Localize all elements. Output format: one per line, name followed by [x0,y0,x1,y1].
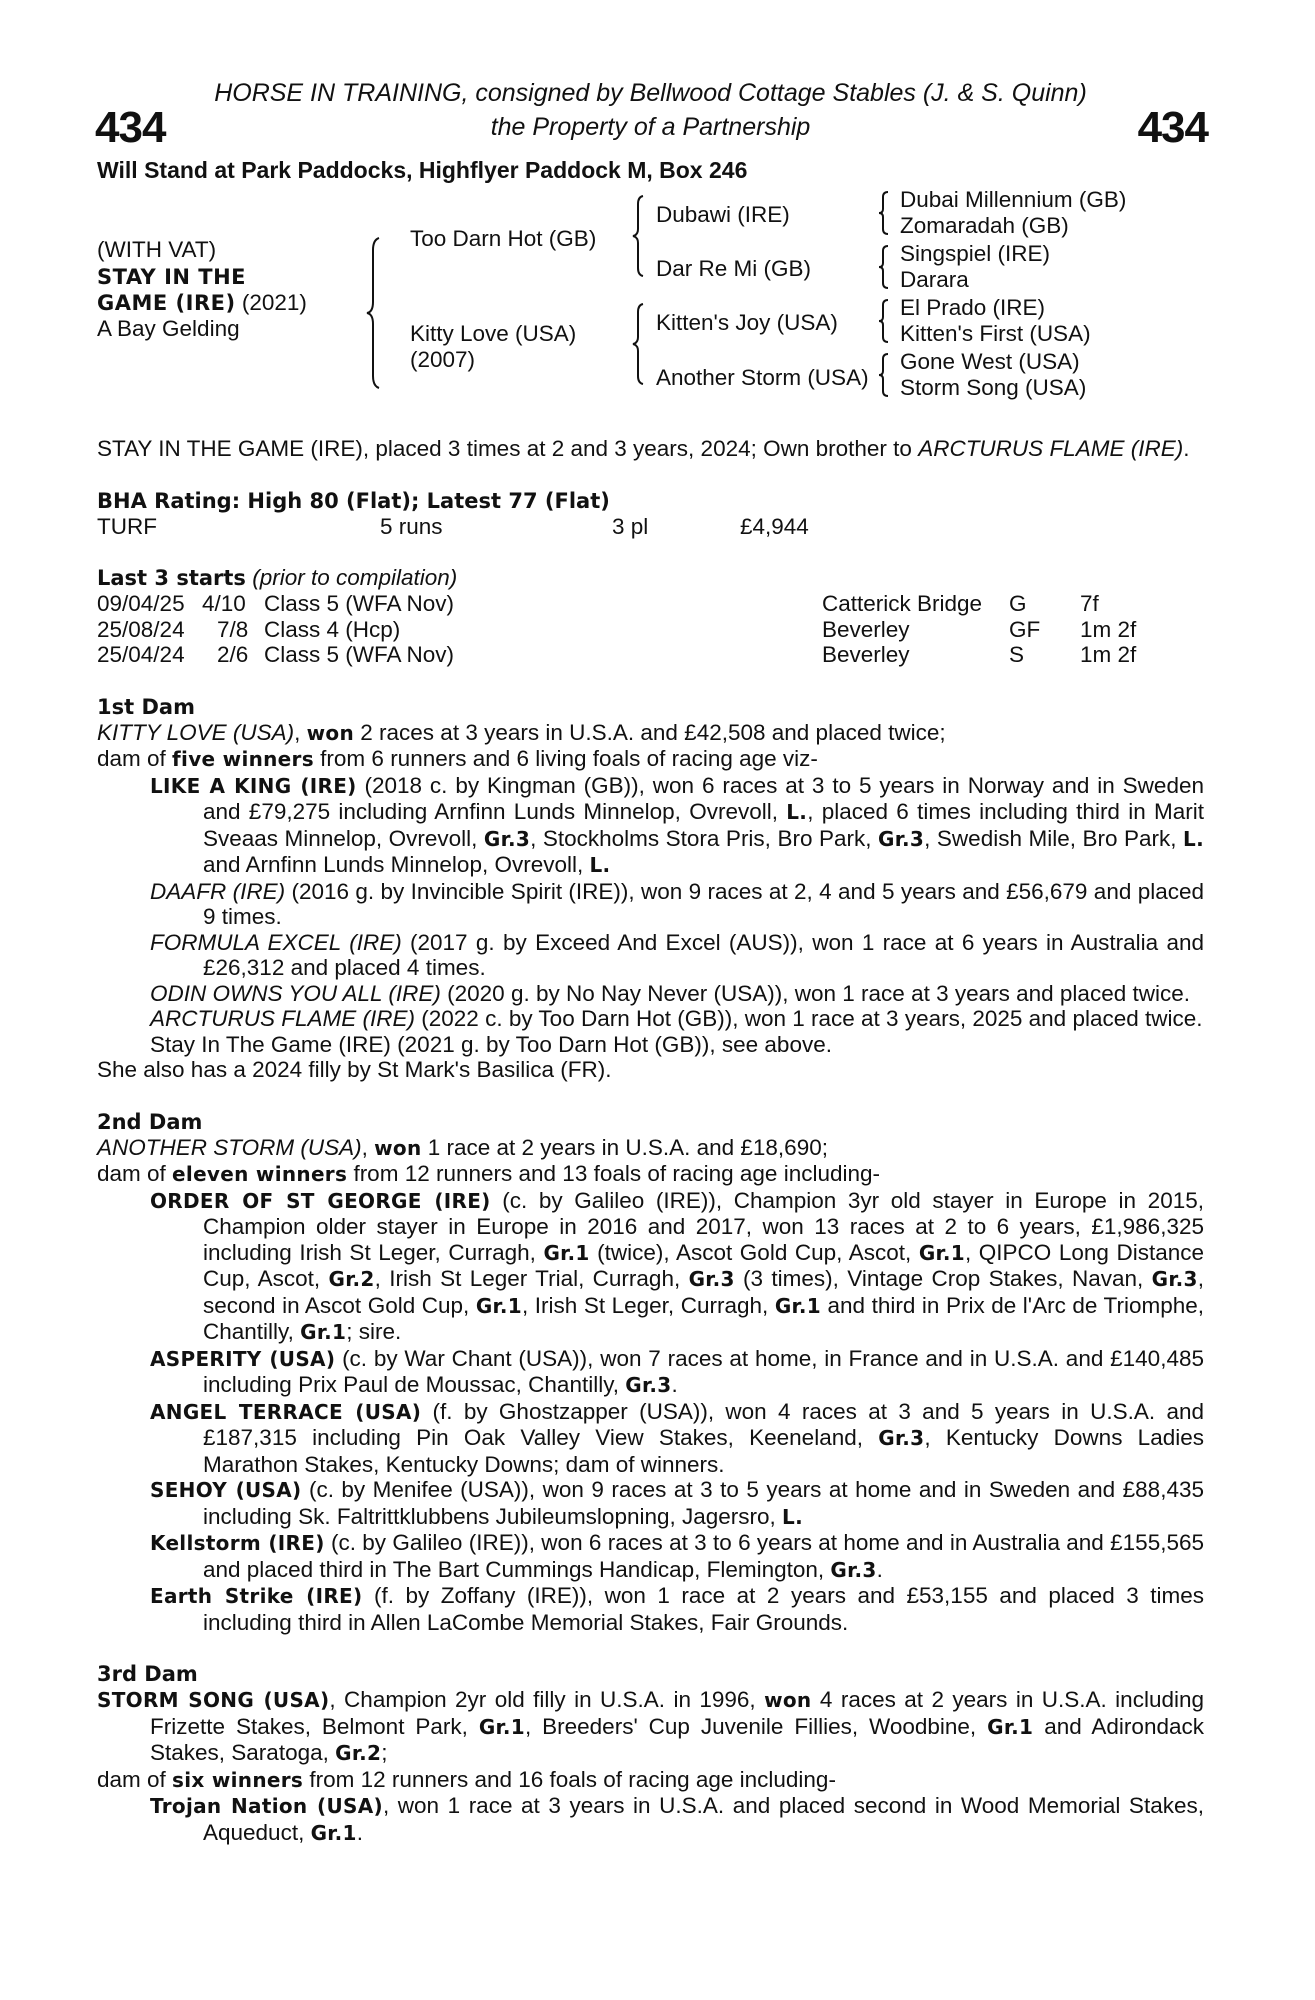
horse-description: A Bay Gelding [97,316,240,341]
first-dam-also: She also has a 2024 filly by St Mark's Basilica (FR). [97,1057,612,1082]
sire-sire: Dubawi (IRE) [656,202,790,227]
second-dam-name: ANOTHER STORM (USA) [97,1134,362,1160]
start-distance: 1m 2f [1080,642,1137,667]
grade: Gr.3 [483,826,531,851]
produce-text: , Swedish Mile, Bro Park, [924,825,1184,851]
produce-text: and Arnfinn Lunds Minnelop, Ovrevoll, [203,852,590,877]
grade: Gr.1 [543,1240,590,1265]
produce-name: DAAFR (IRE) [150,878,286,904]
summary-end: . [1183,436,1190,461]
bha-rating: BHA Rating: High 80 (Flat); Latest 77 (Flat) [97,488,610,513]
produce-name: ODIN OWNS YOU ALL (IRE) [150,980,441,1006]
produce-text: and third in Prix de l'Arc de Triomphe, Chantilly, [203,1292,1204,1344]
third-dam-produce-summary [97,1767,1204,1794]
produce-text: . [671,1372,678,1397]
produce-name: ARCTURUS FLAME (IRE) [150,1006,416,1031]
consignor-line: HORSE IN TRAINING, consigned by Bellwood Cottage Stables (J. & S. Quinn) [214,79,1087,107]
produce-entry [97,879,1204,930]
grade: Gr.1 [478,1714,525,1739]
produce-entry [97,773,1204,879]
surface: TURF [97,513,157,539]
produce-entry [97,1346,1204,1399]
produce-entry [97,1583,1204,1635]
winners-count: six winners [172,1767,304,1792]
lot-number-right: 434 [1137,103,1208,152]
horse-name-line2: GAME (IRE) [97,291,236,315]
grandsire-1: Dubai Millennium (GB) [900,187,1127,212]
first-dam-record: KITTY LOVE (USA), won 2 races at 3 years in U.S.A. and £42,508 and placed twice; [97,719,946,745]
grade: Gr.1 [918,1240,965,1265]
won-label: won [374,1135,422,1160]
produce-entry [97,981,1204,1007]
grade: Gr.3 [878,1426,925,1450]
grade: Gr.3 [625,1373,672,1397]
first-dam-heading: 1st Dam [97,694,195,719]
summary-brother: ARCTURUS FLAME (IRE) [918,436,1184,461]
produce-text: , second in Ascot Gold Cup, [203,1266,1205,1318]
pedigree-brace-dam [631,302,647,386]
pedigree-table [97,184,1204,414]
start-race: Class 5 (WFA Nov) [264,642,455,667]
start-course: Beverley [822,616,910,642]
produce-text: Stay In The Game (IRE) (2021 g. by Too Darn Hot (GB)), see above. [150,1031,832,1057]
pedigree-brace-g2 [877,244,891,290]
produce-text: . [876,1556,883,1582]
grade: Gr.3 [830,1557,877,1582]
produce-entry [97,1188,1204,1346]
start-position: 7/8 [217,616,249,642]
start-race: Class 4 (Hcp) [264,616,401,642]
dam-of-label: dam of [97,1766,173,1792]
produce-entry [97,1032,1204,1058]
produce-text: (2018 c. by Kingman (GB)), won 6 races at 3 to 5 years in Norway and in Sweden and £79,275 including Arnfinn Lunds Minnelop, Ovrevoll, [203,772,1204,824]
produce-text: (2020 g. by No Nay Never (USA)), won 1 race at 3 years and placed twice. [440,980,1190,1006]
grade: Gr.3 [1151,1267,1198,1291]
granddam-1: Zomaradah (GB) [900,213,1069,238]
last-starts-title: Last 3 starts [97,566,246,590]
produce-name: LIKE A KING (IRE) [150,773,357,798]
winners-count: eleven winners [172,1162,348,1186]
dam-dam: Another Storm (USA) [656,365,869,390]
property-line: the Property of a Partnership [490,113,811,141]
start-position: 4/10 [202,591,246,616]
pedigree-brace-sire [631,194,647,278]
sire-dam: Dar Re Mi (GB) [656,256,812,281]
start-distance: 7f [1080,591,1099,616]
start-position: 2/6 [217,642,249,667]
second-dam-produce-summary [97,1161,1204,1188]
grade: Gr.3 [878,826,925,851]
horse-summary [97,436,1204,462]
horse-name-line2-wrap [97,290,307,316]
won-label: won [306,720,355,745]
third-dam-name: STORM SONG (USA) [97,1688,330,1712]
record-text: 4 races at 2 years in U.S.A. including Frizette Stakes, Belmont Park, [150,1687,1205,1739]
last-starts-table [97,591,1204,668]
turf-record [97,514,1204,540]
lot-number-left: 434 [95,103,166,152]
third-dam-heading: 3rd Dam [97,1662,198,1686]
produce-text: (twice), Ascot Gold Cup, Ascot, [589,1239,919,1265]
produce-name: FORMULA EXCEL (IRE) [150,929,402,955]
produce-name: SEHOY (USA) [150,1478,302,1502]
sire: Too Darn Hot (GB) [410,226,597,251]
won-label: won [764,1688,812,1712]
granddam-4: Storm Song (USA) [900,375,1087,400]
grade: Gr.1 [300,1320,347,1344]
lot-header [95,103,1208,152]
last-starts-note: (prior to compilation) [252,565,458,590]
produce-entry [97,1477,1204,1530]
pedigree-brace-g4 [877,352,891,398]
start-date: 25/08/24 [97,616,185,642]
produce-text: ; sire. [346,1319,402,1344]
produce-name: Kellstorm (IRE) [150,1531,325,1555]
dam-year: (2007) [410,347,476,372]
produce-name: ASPERITY (USA) [150,1346,336,1371]
produce-text: (3 times), Vintage Crop Stakes, Navan, [734,1266,1152,1291]
produce-name: Trojan Nation (USA) [150,1794,383,1818]
produce-text: (2016 g. by Invincible Spirit (IRE)), won 9 races at 2, 4 and 5 years and £56,679 and placed 9 times. [203,878,1205,929]
start-going: G [1009,591,1027,616]
grade: Gr.2 [335,1741,382,1765]
start-row [97,617,1204,643]
grade: L. [589,853,611,877]
second-dam-record: ANOTHER STORM (USA), won 1 race at 2 years in U.S.A. and £18,690; [97,1134,828,1160]
grandsire-3: El Prado (IRE) [900,295,1046,320]
grade: Gr.1 [310,1820,357,1845]
produce-text: (c. by Menifee (USA)), won 9 races at 3 to 5 years at home and in Sweden and £88,435 including Sk. Faltrittklubbens Jubileumslopning, Jagersro, [203,1477,1204,1529]
produce-entry [97,1006,1204,1032]
horse-year: (2021) [241,290,307,315]
second-dam-rec: 1 race at 2 years in U.S.A. and £18,690; [421,1134,828,1160]
winners-count: five winners [172,747,314,771]
second-dam-heading: 2nd Dam [97,1109,203,1134]
produce-entry [97,1530,1204,1583]
produce-text: (c. by Galileo (IRE)), Champion 3yr old stayer in Europe in 2015, Champion older stayer in Europe in 2016 and 2017, won 13 races at 2 to 6 years, £1,986,325 including Irish St Leger, Curragh, [203,1187,1204,1265]
dam-of-label: dam of [97,746,173,771]
produce-name: ORDER OF ST GEORGE (IRE) [150,1188,491,1213]
pedigree-brace-g3 [877,298,891,344]
produce-text: (f. by Ghostzapper (USA)), won 4 races at 3 and 5 years in U.S.A. and £187,315 including Pin Oak Valley View Stakes, Keeneland, [203,1398,1205,1450]
produce-entry [97,1793,1204,1846]
produce-entry [97,1399,1204,1478]
produce-text: , Irish St Leger Trial, Curragh, [374,1266,689,1291]
grade: Gr.2 [328,1267,375,1291]
record-text: and Adirondack Stakes, Saratoga, [150,1713,1204,1765]
grade: L. [786,800,808,824]
runs: 5 runs [380,513,443,539]
pedigree-brace-g1 [877,190,891,236]
produce-rest: from 6 runners and 6 living foals of racing age viz- [313,746,818,771]
produce-text: (2022 c. by Too Darn Hot (GB)), won 1 race at 3 years, 2025 and placed twice. [415,1006,1203,1031]
produce-text: (f. by Zoffany (IRE)), won 1 race at 2 years and £53,155 and placed 3 times including third in Allen LaCombe Memorial Stakes, Fair Grounds. [203,1583,1204,1635]
record-text: ; [381,1740,388,1765]
produce-text: , QIPCO Long Distance Cup, Ascot, [203,1239,1204,1291]
grandsire-2: Singspiel (IRE) [900,241,1051,266]
catalogue-page [95,78,1208,1846]
produce-name: ANGEL TERRACE (USA) [150,1399,422,1424]
horse-name-line1: STAY IN THE [97,265,247,289]
produce-text: , Irish St Leger, Curragh, [522,1292,775,1318]
start-distance: 1m 2f [1080,616,1137,642]
start-row [97,642,1204,668]
produce-text: , won 1 race at 3 years in U.S.A. and placed second in Wood Memorial Stakes, Aqueduct, [203,1793,1204,1845]
grade: L. [782,1504,803,1529]
placings: 3 pl [612,513,649,539]
produce-name: Earth Strike (IRE) [150,1584,363,1608]
start-going: GF [1009,616,1041,642]
produce-text: , Kentucky Downs Ladies Marathon Stakes, Kentucky Downs; dam of winners. [203,1425,1204,1477]
pedigree-brace-main [365,236,385,390]
vat-note: (WITH VAT) [97,237,217,262]
dam-of-label: dam of [97,1161,173,1186]
produce-text: (c. by Galileo (IRE)), won 6 races at 3 to 6 years at home and in Australia and £155,565 and placed third in The Bart Cummings Handicap, Flemington, [203,1530,1204,1582]
last-starts-heading [97,565,1204,591]
third-dam-record [97,1687,1204,1767]
produce-rest: from 12 runners and 13 foals of racing age including- [347,1161,881,1186]
first-dam-produce-summary [97,746,1204,773]
grade: Gr.1 [475,1293,522,1318]
start-date: 25/04/24 [97,642,185,667]
granddam-2: Darara [900,267,969,292]
grade: Gr.1 [774,1293,821,1318]
dam: Kitty Love (USA) [410,321,577,346]
dam-sire: Kitten's Joy (USA) [656,310,838,335]
produce-entry [97,930,1204,981]
produce-text: . [356,1819,363,1845]
grade: L. [1183,826,1204,851]
first-dam-name: KITTY LOVE (USA) [97,719,295,745]
earnings: £4,944 [740,513,809,539]
start-course: Catterick Bridge [822,591,983,616]
produce-rest: from 12 runners and 16 foals of racing age including- [303,1766,836,1792]
produce-text: , placed 6 times including third in Marit Sveaas Minnelop, Ovrevoll, [203,799,1204,851]
produce-text: (c. by War Chant (USA)), won 7 races at home, in France and in U.S.A. and £140,485 including Prix Paul de Moussac, Chantilly, [203,1345,1204,1397]
grandsire-4: Gone West (USA) [900,349,1080,374]
record-text: , Breeders' Cup Juvenile Fillies, Woodbine, [524,1713,988,1739]
start-date: 09/04/25 [97,591,185,616]
summary-text: STAY IN THE GAME (IRE), placed 3 times at 2 and 3 years, 2024; Own brother to [97,436,919,461]
start-race: Class 5 (WFA Nov) [264,591,455,616]
grade: Gr.3 [688,1267,735,1291]
start-going: S [1009,642,1025,667]
produce-text: (2017 g. by Exceed And Excel (AUS)), won 1 race at 6 years in Australia and £26,312 and placed 4 times. [203,929,1205,980]
stand-location: Will Stand at Park Paddocks, Highflyer Paddock M, Box 246 [97,157,748,183]
record-text: , Champion 2yr old filly in U.S.A. in 1996, [329,1687,765,1712]
granddam-3: Kitten's First (USA) [900,321,1091,346]
start-row [97,591,1204,617]
grade: Gr.1 [987,1714,1034,1739]
first-dam-rec: 2 races at 3 years in U.S.A. and £42,508 and placed twice; [354,719,946,745]
start-course: Beverley [822,642,910,667]
produce-text: , Stockholms Stora Pris, Bro Park, [530,825,878,851]
